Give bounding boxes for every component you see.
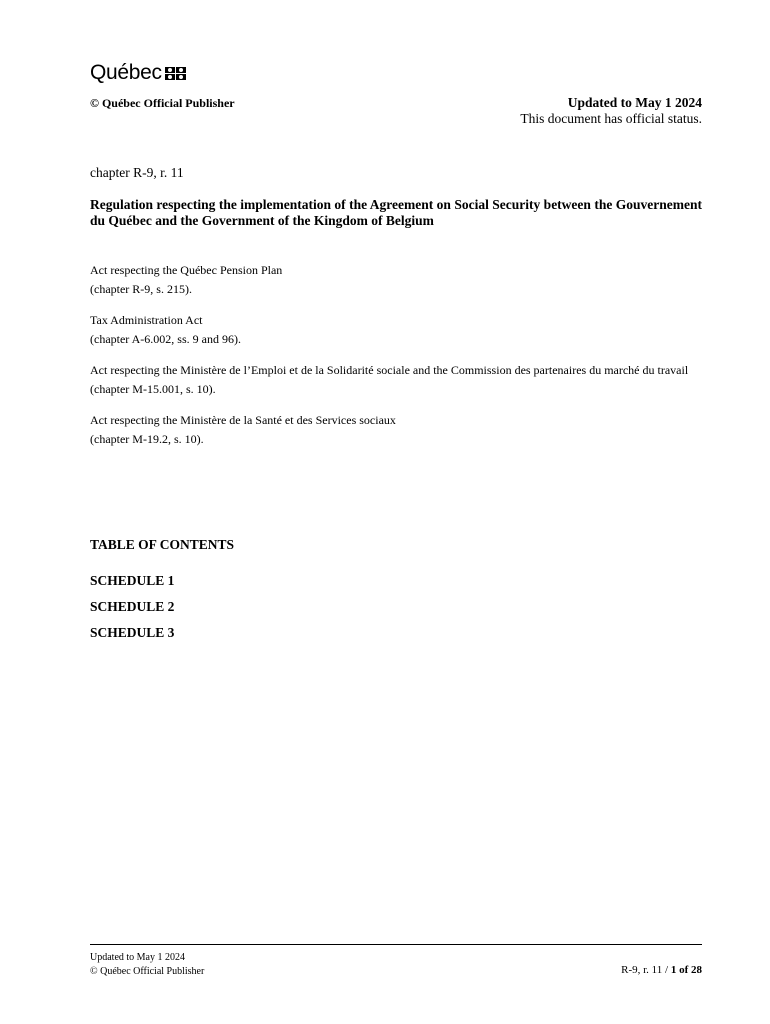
act-name: Act respecting the Ministère de l’Emploi et de la Solidarité sociale and the Commission des partenaires du marché du travail	[90, 363, 689, 377]
act-reference: (chapter M-19.2, s. 10).	[90, 432, 204, 446]
toc-link-schedule-1[interactable]: SCHEDULE 1	[90, 573, 175, 588]
footer-updated: Updated to May 1 2024	[90, 952, 185, 963]
act-reference: (chapter R-9, s. 215).	[90, 282, 192, 296]
chapter-reference: chapter R-9, r. 11	[90, 165, 184, 180]
logo-wordmark: Québec	[90, 61, 162, 84]
enabling-act	[90, 313, 702, 347]
fleur-de-lis-flag-icon	[165, 67, 186, 80]
publisher-notice: © Québec Official Publisher	[90, 96, 235, 110]
act-name: Act respecting the Ministère de la Santé et des Services sociaux	[90, 413, 396, 427]
footer-doc-ref: R-9, r. 11 /	[621, 964, 671, 976]
act-reference: (chapter M-15.001, s. 10).	[90, 382, 216, 396]
footer-divider	[90, 944, 702, 945]
regulation-title: Regulation respecting the implementation of the Agreement on Social Security between the Gouvernement du Québec and the Government of the Kingdom of Belgium	[90, 197, 702, 228]
enabling-act	[90, 363, 702, 397]
toc-heading: TABLE OF CONTENTS	[90, 537, 235, 552]
enabling-act	[90, 413, 702, 447]
toc-link-schedule-3[interactable]: SCHEDULE 3	[90, 625, 175, 640]
official-status: This document has official status.	[520, 111, 702, 126]
enabling-acts	[90, 263, 702, 463]
enabling-act	[90, 263, 702, 297]
quebec-logo	[90, 62, 186, 83]
act-name: Act respecting the Québec Pension Plan	[90, 263, 283, 277]
footer-publisher: © Québec Official Publisher	[90, 966, 205, 977]
footer-page-info	[621, 964, 702, 976]
act-reference: (chapter A-6.002, ss. 9 and 96).	[90, 332, 241, 346]
act-name: Tax Administration Act	[90, 313, 203, 327]
footer-info	[90, 951, 204, 979]
toc-link-schedule-2[interactable]: SCHEDULE 2	[90, 599, 175, 614]
updated-date: Updated to May 1 2024	[567, 95, 702, 110]
page-number: 1 of 28	[670, 964, 702, 976]
